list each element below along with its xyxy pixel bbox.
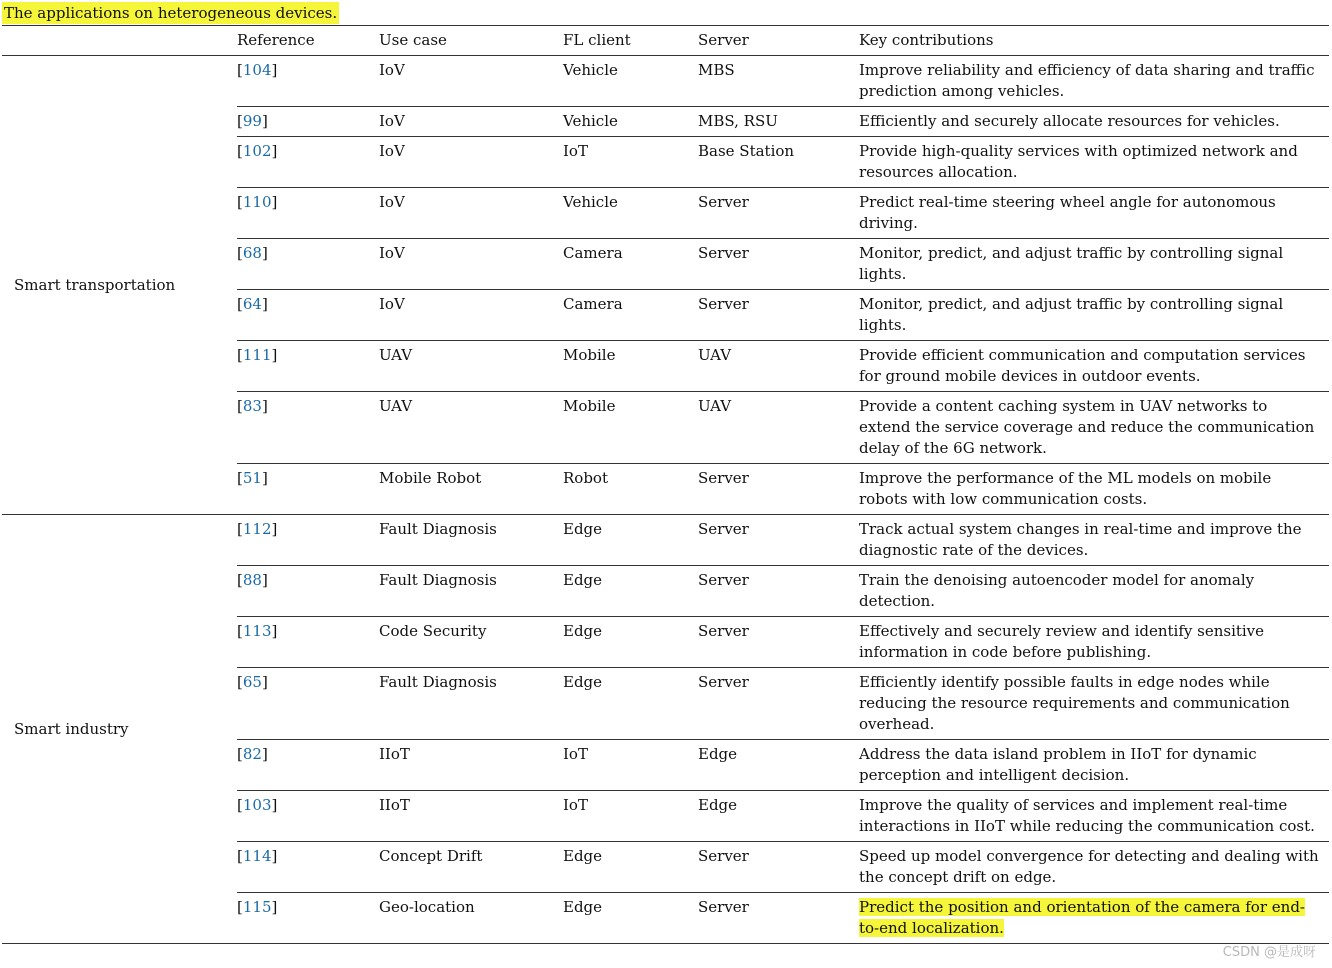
contribution-text: Improve reliability and efficiency of data sharing and traffic prediction among vehicles. [859,61,1315,100]
use-case-cell: IoV [379,188,563,239]
contribution-text: Speed up model convergence for detecting and dealing with the concept drift on edge. [859,847,1319,886]
table-body [2,56,1329,944]
header-key-contributions: Key contributions [859,26,1329,56]
table-caption: The applications on heterogeneous devices. [4,4,338,22]
use-case-cell: Mobile Robot [379,464,563,515]
contribution-cell [859,566,1329,617]
reference-link[interactable]: 82 [242,745,262,763]
reference-link[interactable]: 68 [242,244,262,262]
reference-cell: [103] [237,791,379,842]
reference-cell: [114] [237,842,379,893]
server-cell: Server [698,188,859,239]
reference-cell: [83] [237,392,379,464]
category-cell: Smart industry [2,515,237,944]
contribution-text: Monitor, predict, and adjust traffic by controlling signal lights. [859,244,1284,283]
contribution-cell [859,290,1329,341]
server-cell: Edge [698,740,859,791]
server-cell: Server [698,464,859,515]
fl-client-cell: Camera [563,239,698,290]
contribution-cell [859,464,1329,515]
reference-link[interactable]: 64 [242,295,262,313]
fl-client-cell: Edge [563,893,698,944]
contribution-cell [859,137,1329,188]
contribution-cell [859,107,1329,137]
fl-client-cell: IoT [563,137,698,188]
fl-client-cell: Robot [563,464,698,515]
reference-cell: [112] [237,515,379,566]
contribution-text: Track actual system changes in real-time and improve the diagnostic rate of the devices. [859,520,1302,559]
contribution-text: Address the data island problem in IIoT for dynamic perception and intelligent decision. [859,745,1257,784]
reference-cell: [115] [237,893,379,944]
use-case-cell: Geo-location [379,893,563,944]
contribution-cell [859,791,1329,842]
fl-client-cell: Edge [563,566,698,617]
server-cell: Server [698,566,859,617]
reference-cell: [99] [237,107,379,137]
contribution-text: Efficiently identify possible faults in edge nodes while reducing the resource requirements and communication overhead. [859,673,1290,733]
reference-cell: [68] [237,239,379,290]
header-fl-client: FL client [563,26,698,56]
fl-client-cell: Vehicle [563,107,698,137]
reference-link[interactable]: 103 [242,796,272,814]
reference-cell: [51] [237,464,379,515]
server-cell: Server [698,515,859,566]
category-cell: Smart transportation [2,56,237,515]
contribution-cell [859,239,1329,290]
use-case-cell: Code Security [379,617,563,668]
header-reference: Reference [237,26,379,56]
server-cell: Server [698,893,859,944]
server-cell: UAV [698,341,859,392]
use-case-cell: IIoT [379,791,563,842]
server-cell: Server [698,668,859,740]
table-header-row [2,26,1329,56]
use-case-cell: UAV [379,392,563,464]
reference-link[interactable]: 83 [242,397,262,415]
reference-cell: [65] [237,668,379,740]
reference-link[interactable]: 99 [242,112,262,130]
use-case-cell: Fault Diagnosis [379,566,563,617]
contribution-cell [859,56,1329,107]
contribution-text: Effectively and securely review and identify sensitive information in code before publishing. [859,622,1265,661]
use-case-cell: IoV [379,107,563,137]
fl-client-cell: Vehicle [563,56,698,107]
reference-cell: [64] [237,290,379,341]
fl-client-cell: Camera [563,290,698,341]
contribution-text: Train the denoising autoencoder model for anomaly detection. [859,571,1255,610]
server-cell: Server [698,842,859,893]
reference-link[interactable]: 113 [242,622,272,640]
reference-link[interactable]: 114 [242,847,272,865]
use-case-cell: Fault Diagnosis [379,515,563,566]
server-cell: Server [698,239,859,290]
server-cell: Edge [698,791,859,842]
contribution-cell [859,188,1329,239]
server-cell: Server [698,290,859,341]
use-case-cell: Fault Diagnosis [379,668,563,740]
table-row [2,56,1329,107]
reference-link[interactable]: 51 [242,469,262,487]
use-case-cell: Concept Drift [379,842,563,893]
fl-client-cell: Vehicle [563,188,698,239]
contribution-text: Predict real-time steering wheel angle for autonomous driving. [859,193,1276,232]
watermark: CSDN @是成呀 [1222,945,1316,960]
reference-link[interactable]: 104 [242,61,272,79]
reference-link[interactable]: 112 [242,520,272,538]
reference-link[interactable]: 115 [242,898,272,916]
server-cell: MBS, RSU [698,107,859,137]
fl-client-cell: IoT [563,791,698,842]
table-row [2,515,1329,566]
fl-client-cell: Edge [563,515,698,566]
contribution-cell [859,515,1329,566]
header-server: Server [698,26,859,56]
use-case-cell: IoV [379,56,563,107]
contribution-text: Provide efficient communication and computation services for ground mobile devices in outdoor events. [859,346,1306,385]
contribution-cell [859,842,1329,893]
header-use-case: Use case [379,26,563,56]
fl-client-cell: Edge [563,617,698,668]
use-case-cell: IoV [379,290,563,341]
use-case-cell: IoV [379,239,563,290]
reference-link[interactable]: 88 [242,571,262,589]
reference-cell: [113] [237,617,379,668]
reference-link[interactable]: 111 [242,346,272,364]
use-case-cell: IIoT [379,740,563,791]
contribution-text: Predict the position and orientation of the camera for end-to-end localization. [859,898,1305,937]
header-category [2,26,237,56]
contribution-cell [859,740,1329,791]
server-cell: Server [698,617,859,668]
reference-cell: [82] [237,740,379,791]
applications-table [2,25,1329,944]
fl-client-cell: Mobile [563,341,698,392]
fl-client-cell: Edge [563,668,698,740]
use-case-cell: UAV [379,341,563,392]
reference-cell: [110] [237,188,379,239]
contribution-text: Provide a content caching system in UAV networks to extend the service coverage and reduce the communication delay of the 6G network. [859,397,1315,457]
server-cell: Base Station [698,137,859,188]
contribution-text: Monitor, predict, and adjust traffic by controlling signal lights. [859,295,1284,334]
contribution-text: Improve the performance of the ML models on mobile robots with low communication costs. [859,469,1272,508]
reference-cell: [104] [237,56,379,107]
fl-client-cell: Edge [563,842,698,893]
server-cell: UAV [698,392,859,464]
contribution-text: Efficiently and securely allocate resources for vehicles. [859,112,1280,130]
fl-client-cell: IoT [563,740,698,791]
reference-link[interactable]: 102 [242,142,272,160]
contribution-cell [859,617,1329,668]
server-cell: MBS [698,56,859,107]
contribution-cell [859,668,1329,740]
reference-cell: [111] [237,341,379,392]
reference-cell: [88] [237,566,379,617]
contribution-text: Improve the quality of services and implement real-time interactions in IIoT while reducing the communication cost. [859,796,1315,835]
reference-link[interactable]: 110 [242,193,272,211]
contribution-cell [859,341,1329,392]
reference-link[interactable]: 65 [242,673,262,691]
contribution-cell [859,893,1329,944]
contribution-text: Provide high-quality services with optimized network and resources allocation. [859,142,1298,181]
fl-client-cell: Mobile [563,392,698,464]
contribution-cell [859,392,1329,464]
reference-cell: [102] [237,137,379,188]
use-case-cell: IoV [379,137,563,188]
